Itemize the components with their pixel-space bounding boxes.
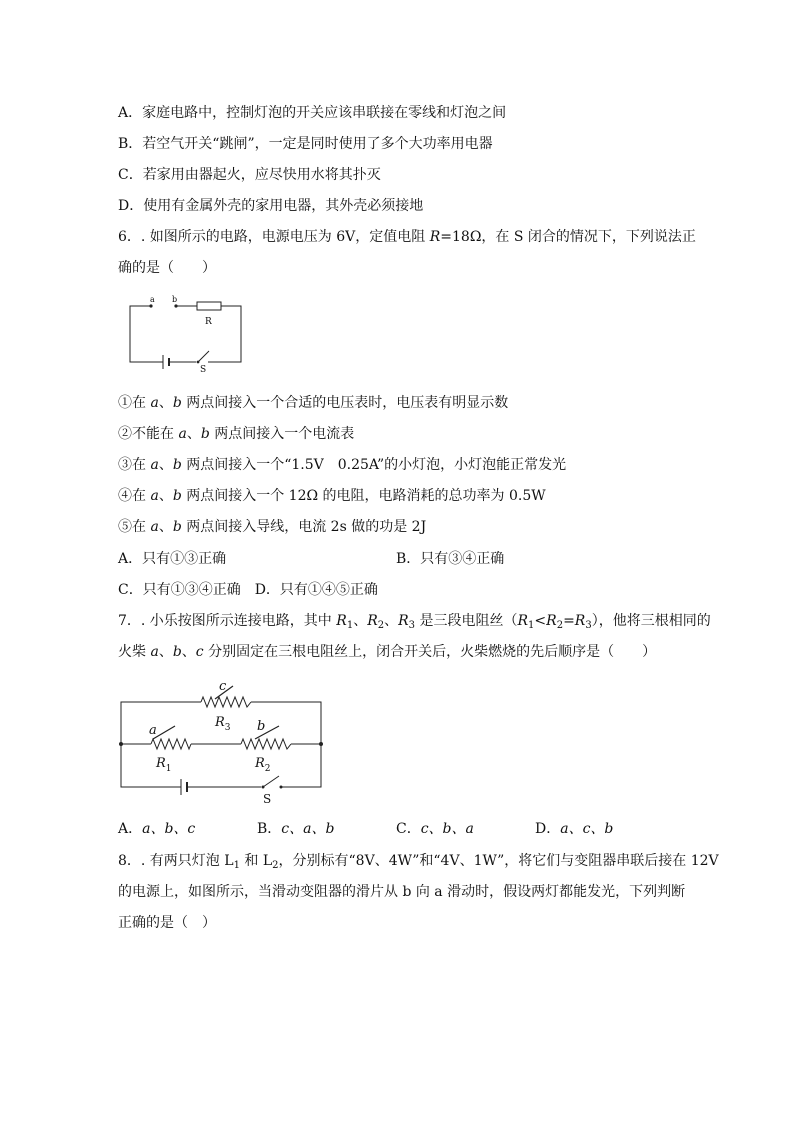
q7-resistor-r2 <box>241 739 291 749</box>
q7-label-r3: $R_3$ <box>215 715 231 733</box>
q7-label-r2: $R_2$ <box>255 756 271 774</box>
q7-junction-left <box>119 742 123 746</box>
q7-junction-right <box>319 742 323 746</box>
q7-resistor-r1 <box>151 739 191 749</box>
q6-label-a: a <box>150 295 155 304</box>
q7-wire-bottom-left <box>121 744 181 787</box>
q7-label-s: S <box>263 792 272 806</box>
q7-stem-line2: 火柴 a、b、c 分别固定在三根电阻丝上，闭合开关后，火柴燃烧的先后顺序是（ ） <box>118 644 657 660</box>
q7-option-b: B．c、a、b <box>257 821 335 837</box>
q6-label-b: b <box>172 295 178 304</box>
q7-stem-line1: 7．. 小乐按图所示连接电路，其中 $R_1$、$R_2$、$R_3$ 是三段电阻丝$(R_1<R_2=R_3)$，他将三根相同的 <box>118 613 711 631</box>
q6-switch-s <box>198 351 209 362</box>
q6-stem-line2: 确的是（ ） <box>118 260 216 276</box>
q7-circuit-diagram <box>115 676 330 806</box>
q6-stem-line1: 6．. 如图所示的电路，电源电压为 6V，定值电阻 R=18Ω，在 S 闭合的情况下，下列说法正 <box>118 229 696 245</box>
q5-option-c: C．若家用由器起火，应尽快用水将其扑灭 <box>118 167 381 183</box>
q6-option-c-d: C．只有①③④正确 D．只有①④⑤正确 <box>118 582 378 598</box>
q7-label-a: a <box>149 723 157 738</box>
q6-terminal-b <box>174 304 177 307</box>
q5-option-b: B．若空气开关“跳闸”，一定是同时使用了多个大功率用电器 <box>118 136 493 152</box>
q7-resistor-r3 <box>201 697 251 707</box>
q6-wire-left <box>130 306 163 362</box>
q7-switch-s <box>263 776 279 787</box>
q8-stem-line3: 正确的是（ ） <box>118 915 216 931</box>
q6-label-r: R <box>205 317 212 327</box>
q6-statement-1: ①在 a、b 两点间接入一个合适的电压表时，电压表有明显示数 <box>118 395 509 411</box>
q7-label-c: c <box>219 679 227 694</box>
q6-circuit-diagram <box>125 292 250 375</box>
q6-switch-pivot <box>197 361 200 364</box>
q8-stem-line1: 8．. 有两只灯泡 $L_1$ 和 $L_2$，分别标有“8V、4W”和“4V、1W”，将它们与变阻器串联后接在 12V <box>118 853 719 871</box>
q6-statement-2: ②不能在 a、b 两点间接入一个电流表 <box>118 426 355 442</box>
q7-switch-contact <box>280 786 283 789</box>
q7-wire-bottom-right <box>281 744 321 787</box>
q6-resistor-r <box>197 302 221 310</box>
q6-statement-4: ④在 a、b 两点间接入一个 12Ω 的电阻，电路消耗的总功率为 0.5W <box>118 488 546 504</box>
q8-stem-line2: 的电源上，如图所示，当滑动变阻器的滑片从 b 向 a 滑动时，假设两灯都能发光，下列判断 <box>118 884 686 900</box>
q7-option-c: C．c、b、a <box>396 821 474 837</box>
q5-option-d: D．使用有金属外壳的家用电器，其外壳必须接地 <box>118 198 424 214</box>
q7-switch-pivot <box>262 786 265 789</box>
q7-option-d: D．a、c、b <box>535 821 614 837</box>
q5-option-a: A．家庭电路中，控制灯泡的开关应该串联接在零线和灯泡之间 <box>118 105 507 121</box>
q6-terminal-a <box>149 304 152 307</box>
q7-label-r1: $R_1$ <box>156 756 172 774</box>
q6-statement-5: ⑤在 a、b 两点间接入导线，电流 2s 做的功是 2J <box>118 519 427 535</box>
q6-wire-right <box>208 306 241 362</box>
q6-option-b: B．只有③④正确 <box>396 551 505 567</box>
q6-label-s: S <box>200 365 207 375</box>
q6-statement-3: ③在 a、b 两点间接入一个“1.5V 0.25A”的小灯泡，小灯泡能正常发光 <box>118 457 567 473</box>
q7-option-a: A．a、b、c <box>118 821 196 837</box>
q7-label-b: b <box>257 719 266 734</box>
q6-option-a: A．只有①③正确 <box>118 551 227 567</box>
